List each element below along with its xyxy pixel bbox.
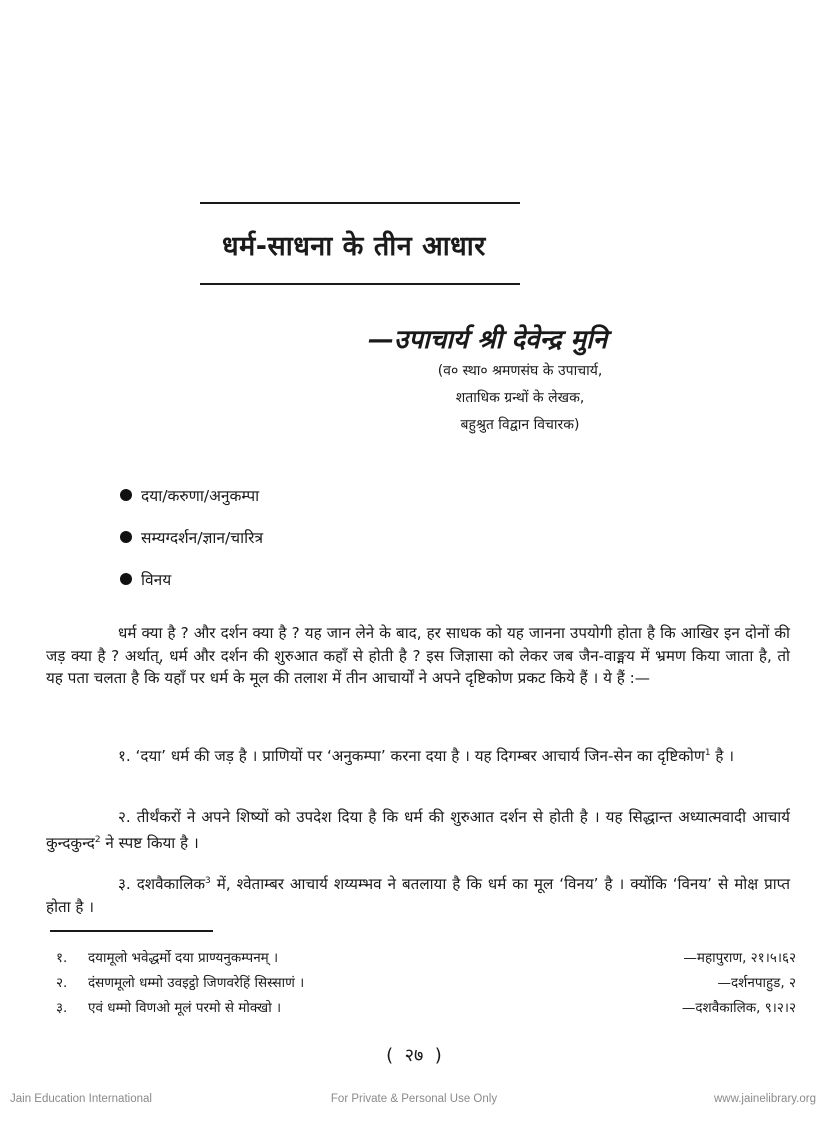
- footnote-text: दंसणमूलो धम्मो उवइट्ठो जिणवरेहिं सिस्साणं ।: [88, 975, 305, 991]
- author-name: —उपाचार्य श्री देवेन्द्र मुनि: [368, 325, 608, 355]
- footnote-reference: —महापुराण, २१।५।६२: [683, 950, 796, 966]
- bullet-item: [120, 485, 263, 505]
- point-1: [46, 742, 790, 768]
- footnote-number: ३.: [56, 1000, 68, 1016]
- footnote-text: दयामूलो भवेद्धर्मो दया प्राण्यनुकम्पनम् ।: [88, 950, 279, 966]
- point-text: ३. दशवैकालिक: [118, 875, 206, 894]
- bullet-text: सम्यग्दर्शन/ज्ञान/चारित्र: [141, 529, 263, 547]
- bullet-text: विनय: [141, 571, 172, 589]
- footnote-reference: —दर्शनपाहुड, २: [717, 975, 796, 991]
- bullet-dot-icon: [120, 531, 132, 543]
- bullet-list: [120, 485, 263, 589]
- intro-paragraph: धर्म क्या है ? और दर्शन क्या है ? यह जान लेने के बाद, हर साधक को यह जानना उपयोगी होता है कि आखिर इन दोनों की जड़ क्या है ? अर्थात्, धर्म और दर्शन की शुरुआत कहाँ से होती है ? इस जिज्ञासा को लेकर जब जैन-वाङ्मय में भ्रमण किया जाता है, तो यह पता चलता है कि यहाँ पर धर्म के मूल की तलाश में तीन आचार्यों ने अपने दृष्टिकोण प्रकट किये हैं । ये हैं :—: [46, 624, 790, 687]
- footnote-marker: 2: [94, 834, 101, 845]
- affiliation-line: (व० स्था० श्रमणसंघ के उपाचार्य,: [437, 363, 603, 379]
- footer-left: Jain Education International: [10, 1093, 152, 1105]
- bullet-item: [120, 569, 263, 589]
- point-text: ने स्पष्ट किया है ।: [100, 833, 199, 852]
- affiliation-line: बहुश्रुत विद्वान विचारक): [460, 417, 580, 433]
- bullet-dot-icon: [120, 489, 132, 501]
- footnote-marker: 1: [704, 748, 711, 758]
- footnote-number: १.: [56, 950, 68, 966]
- point-2: [46, 806, 790, 854]
- footnote-marker: 3: [205, 876, 211, 886]
- footnote-reference: —दशवैकालिक, ९।२।२: [681, 1000, 796, 1016]
- footnote: [56, 946, 796, 971]
- footnote: [56, 971, 796, 996]
- footnote: [56, 996, 796, 1021]
- point-text: में, श्वेताम्बर आचार्य शय्यम्भव ने बतलाया है कि धर्म का मूल ‘विनय’ है । क्योंकि ‘विनय’ से मोक्ष प्राप्त होता है ।: [46, 875, 790, 916]
- point-text: है ।: [710, 747, 735, 766]
- affiliation-line: शताधिक ग्रन्थों के लेखक,: [455, 390, 585, 406]
- bullet-text: दया/करुणा/अनुकम्पा: [141, 487, 260, 505]
- point-text: १. ‘दया’ धर्म की जड़ है । प्राणियों पर ‘अनुकम्पा’ करना दया है । यह दिगम्बर आचार्य जिन-सेन का दृष्टिकोण: [118, 747, 705, 766]
- title-rule-bottom: [200, 283, 520, 285]
- footnote-text: एवं धम्मो विणओ मूलं परमो से मोक्खो ।: [88, 1000, 282, 1016]
- footer-right[interactable]: www.jainelibrary.org: [713, 1093, 816, 1105]
- author-affiliation: [420, 358, 620, 439]
- page-number: ( २७ ): [386, 1045, 442, 1066]
- footer-center: For Private & Personal Use Only: [330, 1093, 498, 1105]
- bullet-item: [120, 527, 263, 547]
- page-title: धर्म-साधना के तीन आधार: [222, 231, 486, 262]
- point-3: [46, 870, 790, 918]
- bullet-dot-icon: [120, 573, 132, 585]
- footnotes: [56, 946, 796, 1021]
- footnote-number: २.: [56, 975, 68, 991]
- footnote-separator: [50, 930, 213, 932]
- point-text: २. तीर्थंकरों ने अपने शिष्यों को उपदेश दिया है कि धर्म की शुरुआत दर्शन से होती है । यह सिद्धान्त अध्यात्मवादी आचार्य कुन्दकुन्द: [46, 808, 790, 852]
- title-rule-top: [200, 202, 520, 204]
